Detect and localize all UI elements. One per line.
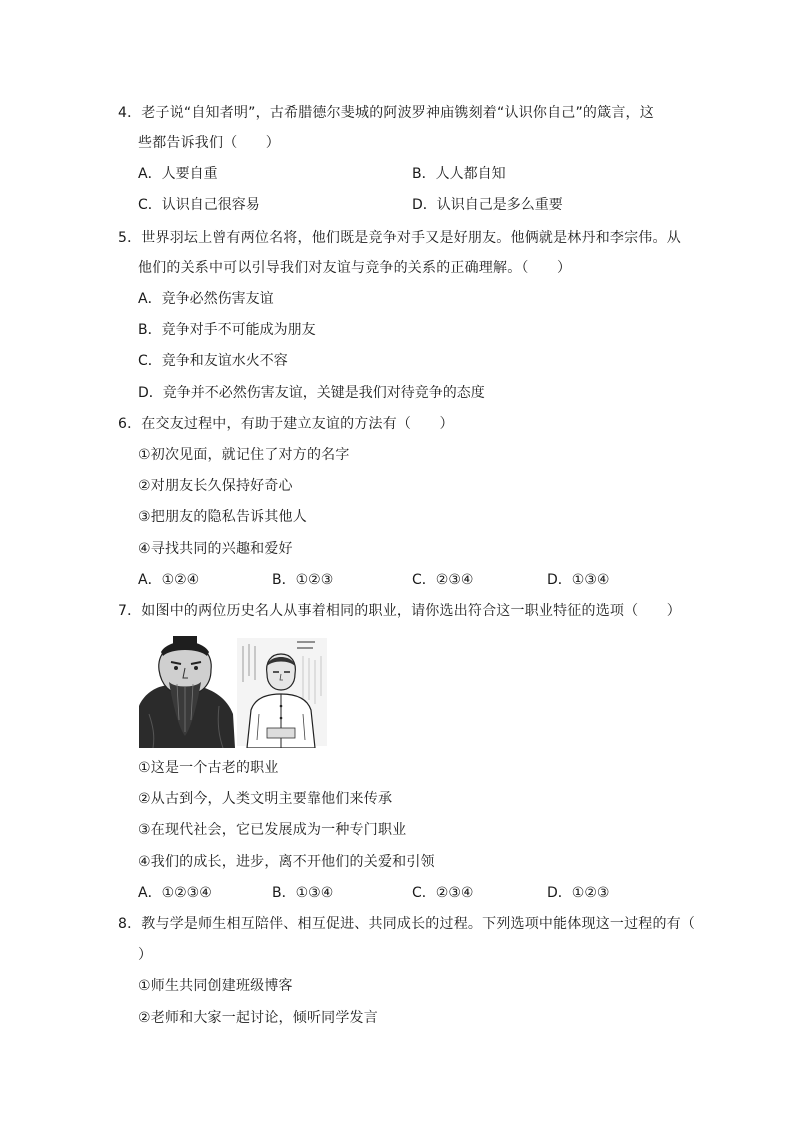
q6-option-a[interactable]: A．①②④ — [138, 572, 200, 588]
q8-stem-line2: ） — [138, 947, 153, 963]
q6-item-4: ④寻找共同的兴趣和爱好 — [138, 541, 293, 557]
q4-option-c[interactable]: C．认识自己很容易 — [138, 197, 260, 213]
q5-option-a[interactable]: A．竞争必然伤害友谊 — [138, 291, 274, 307]
two-historical-figures-illustration — [139, 636, 329, 748]
q6-item-1: ①初次见面，就记住了对方的名字 — [138, 447, 350, 463]
q7-option-c[interactable]: C．②③④ — [412, 885, 474, 901]
q7-item-1: ①这是一个古老的职业 — [138, 760, 279, 776]
modern-educator-sketch — [237, 638, 327, 748]
q4-stem-line2: 些都告诉我们（ ） — [138, 135, 280, 151]
q4-option-d[interactable]: D．认识自己是多么重要 — [412, 197, 563, 213]
q5-option-b[interactable]: B．竞争对手不可能成为朋友 — [138, 322, 316, 338]
q7-option-a[interactable]: A．①②③④ — [138, 885, 212, 901]
q6-option-b[interactable]: B．①②③ — [272, 572, 334, 588]
q6-item-3: ③把朋友的隐私告诉其他人 — [138, 509, 307, 525]
q5-stem-line1: 5．世界羽坛上曾有两位名将，他们既是竞争对手又是好朋友。他俩就是林丹和李宗伟。从 — [118, 230, 681, 246]
q4-stem-line1: 4．老子说“自知者明”，古希腊德尔斐城的阿波罗神庙镌刻着“认识你自己”的箴言，这 — [118, 105, 654, 121]
q8-item-1: ①师生共同创建班级博客 — [138, 978, 293, 994]
q6-option-d[interactable]: D．①③④ — [547, 572, 610, 588]
q4-option-a[interactable]: A．人要自重 — [138, 166, 218, 182]
q7-stem: 7．如图中的两位历史名人从事着相同的职业，请你选出符合这一职业特征的选项（ ） — [118, 603, 681, 619]
q7-item-4: ④我们的成长，进步，离不开他们的关爱和引领 — [138, 854, 435, 870]
q8-item-2: ②老师和大家一起讨论，倾听同学发言 — [138, 1010, 378, 1026]
q7-option-b[interactable]: B．①③④ — [272, 885, 334, 901]
q6-item-2: ②对朋友长久保持好奇心 — [138, 478, 293, 494]
q6-option-c[interactable]: C．②③④ — [412, 572, 474, 588]
q5-option-c[interactable]: C．竞争和友谊水火不容 — [138, 353, 288, 369]
q7-item-2: ②从古到今，人类文明主要靠他们来传承 — [138, 791, 393, 807]
q5-stem-line2: 他们的关系中可以引导我们对友谊与竞争的关系的正确理解。（ ） — [138, 260, 572, 276]
q4-option-b[interactable]: B．人人都自知 — [412, 166, 506, 182]
q5-option-d[interactable]: D．竞争并不必然伤害友谊，关键是我们对待竞争的态度 — [138, 385, 485, 401]
q6-stem: 6．在交友过程中，有助于建立友谊的方法有（ ） — [118, 416, 454, 432]
q8-stem-line1: 8．教与学是师生相互陪伴、相互促进、共同成长的过程。下列选项中能体现这一过程的有（ — [118, 916, 696, 932]
q7-option-d[interactable]: D．①②③ — [547, 885, 610, 901]
q7-item-3: ③在现代社会，它已发展成为一种专门职业 — [138, 822, 407, 838]
